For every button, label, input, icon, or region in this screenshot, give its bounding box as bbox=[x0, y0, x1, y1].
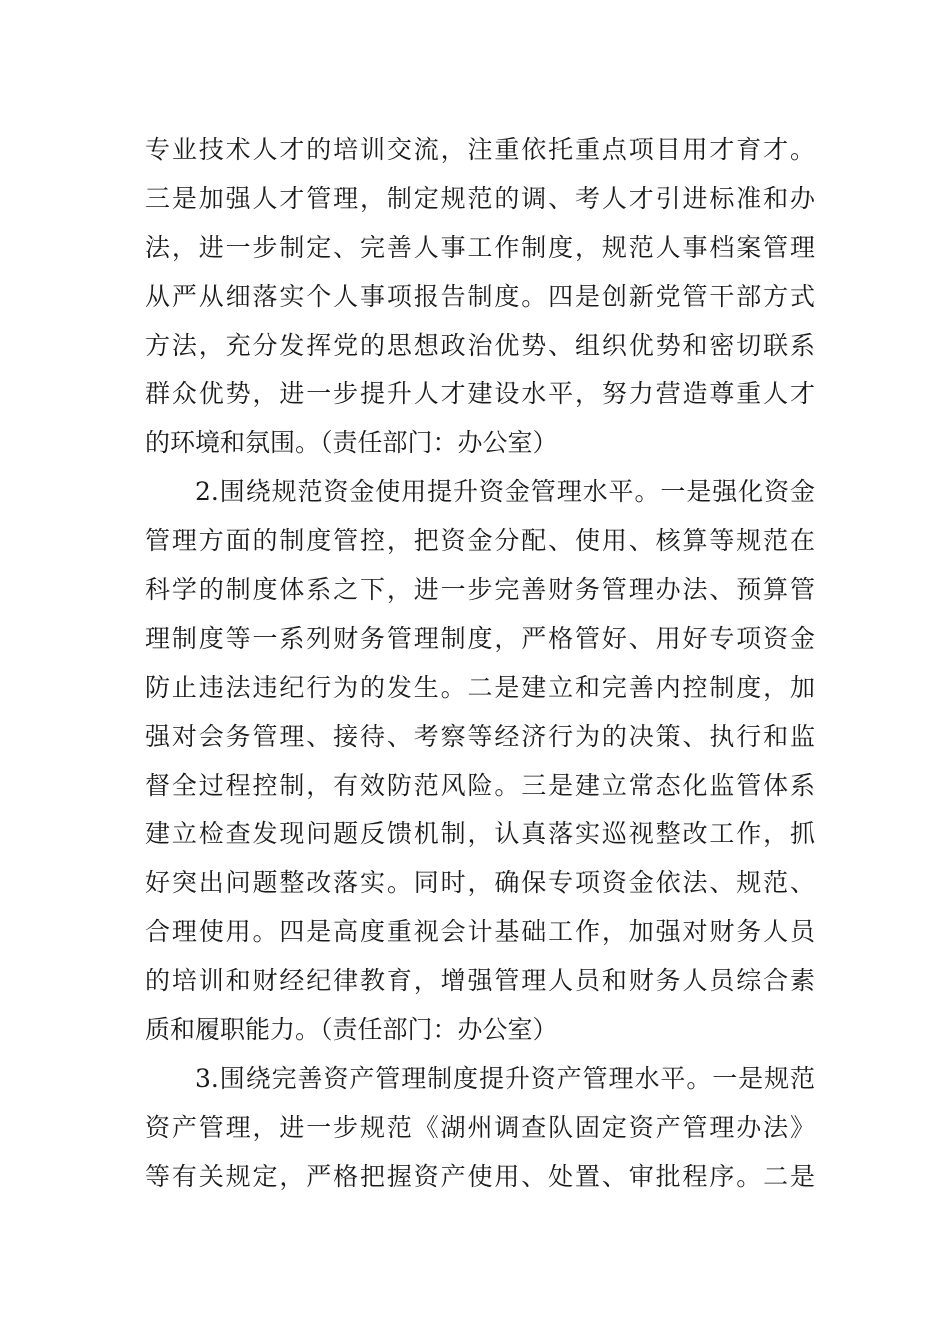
text-line: 从严从细落实个人事项报告制度。四是创新党管干部方式 bbox=[145, 281, 815, 311]
text-line: 资产管理，进一步规范《湖州调查队固定资产管理办法》 bbox=[145, 1112, 815, 1142]
text-line: 方法，充分发挥党的思想政治优势、组织优势和密切联系 bbox=[145, 330, 815, 360]
text-line: 督全过程控制，有效防范风险。三是建立常态化监管体系 bbox=[145, 770, 815, 800]
text-line: 理制度等一系列财务管理制度，严格管好、用好专项资金 bbox=[145, 623, 815, 653]
text-line: 三是加强人才管理，制定规范的调、考人才引进标准和办 bbox=[145, 183, 815, 213]
text-line: 合理使用。四是高度重视会计基础工作，加强对财务人员 bbox=[145, 917, 815, 947]
body-text bbox=[145, 126, 815, 1202]
text-line: 的培训和财经纪律教育，增强管理人员和财务人员综合素 bbox=[145, 966, 815, 996]
paragraph-heading-2: 2.围绕规范资金使用提升资金管理水平。一是强化资金 bbox=[195, 477, 815, 507]
text-line: 等有关规定，严格把握资产使用、处置、审批程序。二是 bbox=[145, 1161, 815, 1191]
text-line: 的环境和氛围。（责任部门：办公室） bbox=[145, 428, 558, 458]
text-line: 群众优势，进一步提升人才建设水平，努力营造尊重人才 bbox=[145, 379, 815, 409]
paragraph-heading-3: 3.围绕完善资产管理制度提升资产管理水平。一是规范 bbox=[195, 1063, 815, 1093]
text-line: 专业技术人才的培训交流，注重依托重点项目用才育才。 bbox=[145, 135, 815, 164]
text-line: 管理方面的制度管控，把资金分配、使用、核算等规范在 bbox=[145, 526, 815, 556]
text-line: 科学的制度体系之下，进一步完善财务管理办法、预算管 bbox=[145, 575, 815, 605]
text-line: 强对会务管理、接待、考察等经济行为的决策、执行和监 bbox=[145, 721, 815, 751]
text-line: 防止违法违纪行为的发生。二是建立和完善内控制度，加 bbox=[145, 672, 815, 702]
text-line: 好突出问题整改落实。同时，确保专项资金依法、规范、 bbox=[145, 868, 815, 898]
text-line: 法，进一步制定、完善人事工作制度，规范人事档案管理 bbox=[145, 232, 815, 262]
text-line: 建立检查发现问题反馈机制，认真落实巡视整改工作，抓 bbox=[145, 819, 815, 849]
text-line: 质和履职能力。（责任部门：办公室） bbox=[145, 1015, 558, 1045]
